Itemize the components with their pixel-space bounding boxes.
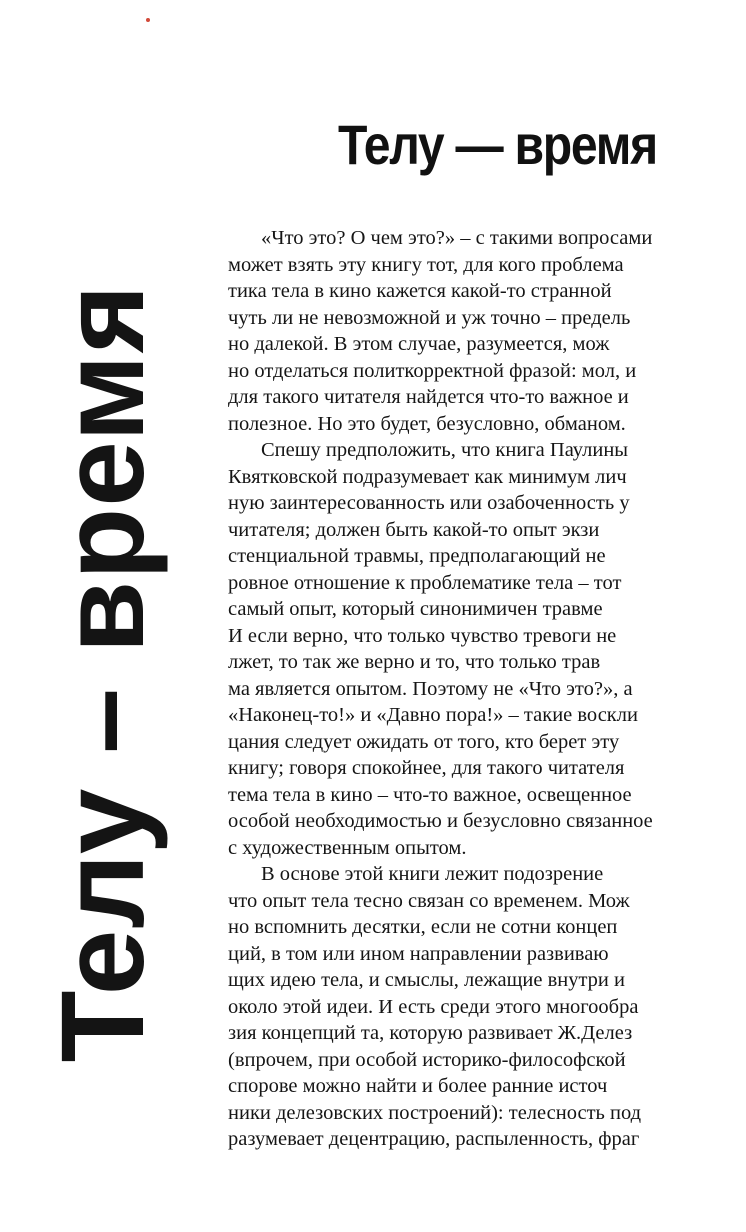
- text-line: но вспомнить десятки, если не сотни концеп: [228, 916, 618, 938]
- text-line: ций, в том или ином направлении развиваю: [228, 942, 609, 965]
- text-line: Спешу предположить, что книга Паулины: [261, 439, 629, 461]
- text-line: но отделаться политкорректной фразой: мол, и: [228, 359, 637, 382]
- chapter-heading: Телу — время: [338, 113, 657, 176]
- text-line: «Наконец-то!» и «Давно пора!» – такие воскли: [228, 704, 638, 726]
- text-line: ную заинтересованность или озабоченность у: [228, 492, 630, 514]
- text-line: самый опыт, который синонимичен травме: [228, 598, 603, 620]
- text-line: щих идею тела, и смыслы, лежащие внутри и: [228, 969, 625, 991]
- text-line: И если верно, что только чувство тревоги не: [228, 624, 617, 647]
- text-line: около этой идеи. И есть среди этого многообра: [228, 995, 639, 1018]
- body-text: [228, 225, 746, 1153]
- text-line: читателя; должен быть какой-то опыт экзи: [228, 518, 600, 541]
- text-line: но далекой. В этом случае, разумеется, мож: [228, 333, 610, 355]
- text-line: (впрочем, при особой историко-философской: [228, 1048, 626, 1071]
- text-line: что опыт тела тесно связан со временем. Мож: [228, 889, 630, 912]
- text-line: спорове можно найти и более ранние источ: [228, 1075, 608, 1097]
- text-line: чуть ли не невозможной и уж точно – предель: [228, 306, 631, 329]
- text-line: ма является опытом. Поэтому не «Что это?», а: [228, 677, 633, 700]
- text-line: Квятковской подразумевает как минимум лич: [228, 465, 627, 488]
- ink-speck: [146, 18, 150, 22]
- text-line: может взять эту книгу тот, для кого проблема: [228, 253, 624, 276]
- text-line: В основе этой книги лежит подозрение: [261, 863, 604, 885]
- text-line: зия концепций та, которую развивает Ж.Делез: [228, 1022, 633, 1044]
- text-line: особой необходимостью и безусловно связанное: [228, 810, 653, 832]
- text-line: тика тела в кино кажется какой-то странной: [228, 280, 612, 302]
- text-line: ники делезовских построений): телесность под: [228, 1101, 642, 1124]
- text-line: ровное отношение к проблематике тела – тот: [228, 571, 622, 594]
- text-line: с художественным опытом.: [228, 836, 467, 859]
- text-line: книгу; говоря спокойнее, для такого читателя: [228, 757, 625, 779]
- text-line: полезное. Но это будет, безусловно, обманом.: [228, 412, 626, 435]
- text-line: лжет, то так же верно и то, что только трав: [228, 651, 601, 673]
- text-line: для такого читателя найдется что-то важное и: [228, 386, 629, 408]
- text-line: разумевает децентрацию, распыленность, фраг: [228, 1128, 640, 1150]
- text-line: «Что это? О чем это?» – с такими вопросами: [261, 227, 653, 249]
- text-line: цания следует ожидать от того, кто берет эту: [228, 730, 620, 753]
- vertical-title-area: [36, 200, 169, 1145]
- vertical-chapter-title: Телу – время: [36, 283, 169, 1062]
- text-line: стенциальной травмы, предполагающий не: [228, 545, 606, 567]
- text-line: тема тела в кино – что-то важное, освещенное: [228, 783, 632, 806]
